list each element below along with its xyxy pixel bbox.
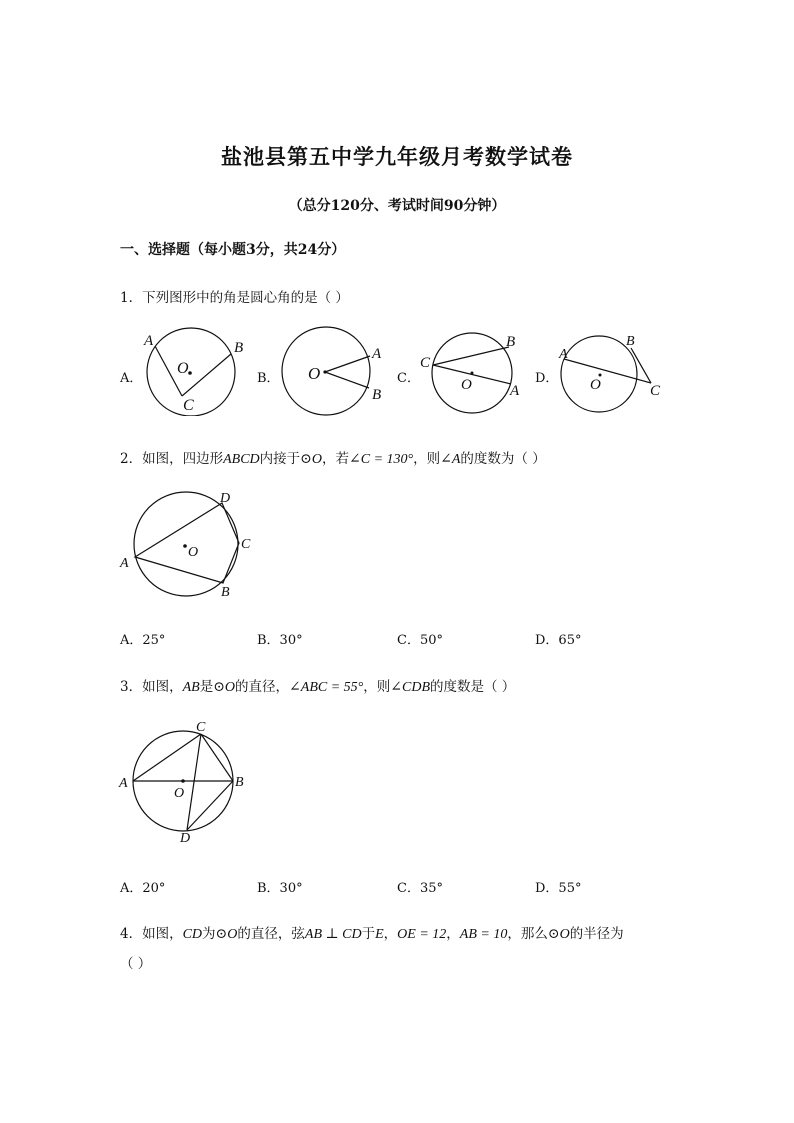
- q1a-label-a: A: [144, 333, 154, 349]
- q2-math-abcd: ABCD: [223, 452, 260, 467]
- q2-figure: [115, 486, 265, 606]
- q2-math-angle-a: ∠A: [440, 452, 461, 467]
- q1b-label-a: A: [372, 346, 382, 362]
- q1c-chord-cb: [433, 347, 509, 365]
- q4-math-cd: CD: [182, 927, 203, 942]
- q2-quadrilateral-adcb: [135, 503, 239, 583]
- q1d-label-c: C: [650, 383, 661, 399]
- question-4-answer-bracket: （ ）: [120, 956, 152, 972]
- q1d-label-a: A: [559, 347, 568, 362]
- q1-figure-d: [555, 326, 675, 416]
- section-heading: 一、选择题（每小题3分，共24分）: [120, 242, 346, 258]
- q3-text-3: 的直径，: [235, 679, 290, 695]
- q4-text-7: ，那么: [507, 926, 548, 942]
- q3-option-b: B．30°: [257, 881, 303, 896]
- q2-option-d: D．65°: [535, 633, 582, 648]
- q1c-label-o: O: [461, 377, 472, 393]
- q3-math-circle-o: ⊙O: [213, 680, 236, 695]
- q1-figure-a: [138, 326, 248, 416]
- q1b-label-b: B: [372, 387, 382, 403]
- q3-figure: [115, 718, 255, 848]
- q1a-label-b: B: [234, 340, 244, 356]
- q4-math-ab-perp-cd: AB ⊥ CD: [304, 927, 362, 942]
- q3-option-c: C．35°: [397, 881, 443, 896]
- q2-label-c: C: [241, 537, 251, 552]
- q1c-label-a: A: [510, 383, 520, 399]
- q3-option-a: A．20°: [120, 881, 166, 896]
- q2-text-3: ，若: [322, 451, 349, 467]
- q2-label-a: A: [120, 556, 129, 571]
- exam-info: （总分120分、考试时间90分钟）: [288, 198, 506, 214]
- q2-text-4: ，则: [413, 451, 441, 467]
- q1d-label-o: O: [590, 377, 601, 393]
- q3-text-2: 是: [199, 679, 214, 695]
- q3-label-d: D: [180, 831, 191, 846]
- q1c-label-c: C: [420, 355, 431, 371]
- q1-option-a-label: A．: [120, 371, 143, 386]
- q1-option-c-label: C．: [397, 371, 420, 386]
- q3-chord-ac: [133, 734, 201, 781]
- q4-text-6: ，: [446, 926, 460, 942]
- q1c-label-b: B: [506, 334, 516, 350]
- q4-math-ab: AB = 10: [459, 927, 508, 942]
- q3-label-b: B: [235, 775, 244, 790]
- question-3-stem: [120, 675, 515, 696]
- q4-math-e: E: [375, 927, 384, 942]
- q1a-label-c: C: [183, 397, 194, 414]
- q2-label-d: D: [220, 491, 231, 506]
- question-1-stem: 1．下列图形中的角是圆心角的是（ ）: [120, 290, 349, 306]
- q4-text-4: 于: [361, 926, 376, 942]
- q2-label-o: O: [188, 545, 199, 560]
- q3-math-angle-abc: ∠ABC = 55°: [289, 680, 364, 695]
- q4-text-2: 为: [202, 926, 216, 942]
- q1-option-b-label: B．: [257, 371, 280, 386]
- q2-option-c: C．50°: [397, 633, 443, 648]
- question-2-stem: [120, 447, 546, 468]
- q4-math-circle-o: ⊙O: [215, 927, 238, 942]
- q1b-segment-ob: [325, 372, 369, 388]
- q3-text-5: 的度数是（ ）: [430, 679, 516, 695]
- q4-math-circle-o-2: ⊙O: [547, 927, 570, 942]
- q3-math-angle-cdb: ∠CDB: [390, 680, 430, 695]
- page-title: 盐池县第五中学九年级月考数学试卷: [221, 144, 573, 169]
- q1-figure-b: [276, 326, 396, 416]
- q2-label-b: B: [221, 585, 230, 600]
- q4-text-5: ，: [383, 926, 398, 942]
- q3-center-point: [181, 779, 185, 783]
- question-4-stem: [120, 922, 624, 943]
- q4-math-oe: OE = 12: [397, 927, 447, 942]
- q1-option-d-label: D．: [535, 371, 559, 386]
- q4-text-3: 的直径，弦: [237, 926, 305, 942]
- q1d-segment-ac: [564, 359, 651, 383]
- q1b-label-o: O: [308, 364, 321, 383]
- q3-text-4: ，则: [363, 679, 391, 695]
- q1b-segment-oa: [325, 356, 370, 372]
- q3-chord-cd: [187, 734, 201, 830]
- q3-text-1: 3．如图，: [120, 679, 183, 695]
- q1b-center-point: [323, 370, 326, 373]
- q1a-center-point: [188, 371, 192, 375]
- q3-math-ab: AB: [182, 680, 200, 695]
- q2-center-point: [183, 544, 187, 548]
- q2-circle: [134, 492, 238, 596]
- q2-option-b: B．30°: [257, 633, 303, 648]
- q3-label-a: A: [119, 776, 128, 791]
- q1a-segment-cb: [182, 354, 231, 396]
- q1c-center-point: [471, 372, 474, 375]
- q2-text-1: 2．如图，四边形: [120, 451, 224, 467]
- q2-text-5: 的度数为（ ）: [460, 451, 546, 467]
- q3-label-o: O: [174, 786, 185, 801]
- q3-option-d: D．55°: [535, 881, 582, 896]
- q2-math-circle-o: ⊙O: [300, 452, 322, 467]
- q1d-label-b: B: [626, 334, 635, 349]
- q1-figure-c: [414, 326, 534, 416]
- q1a-label-o: O: [177, 360, 189, 377]
- q2-math-angle-c: ∠C = 130°: [349, 452, 414, 467]
- q2-option-a: A．25°: [120, 633, 166, 648]
- q2-text-2: 内接于: [259, 451, 301, 467]
- q4-text-1: 4．如图，: [120, 926, 183, 942]
- q3-chord-cb: [201, 734, 233, 781]
- q3-label-c: C: [196, 720, 206, 735]
- q4-text-8: 的半径为: [569, 926, 624, 942]
